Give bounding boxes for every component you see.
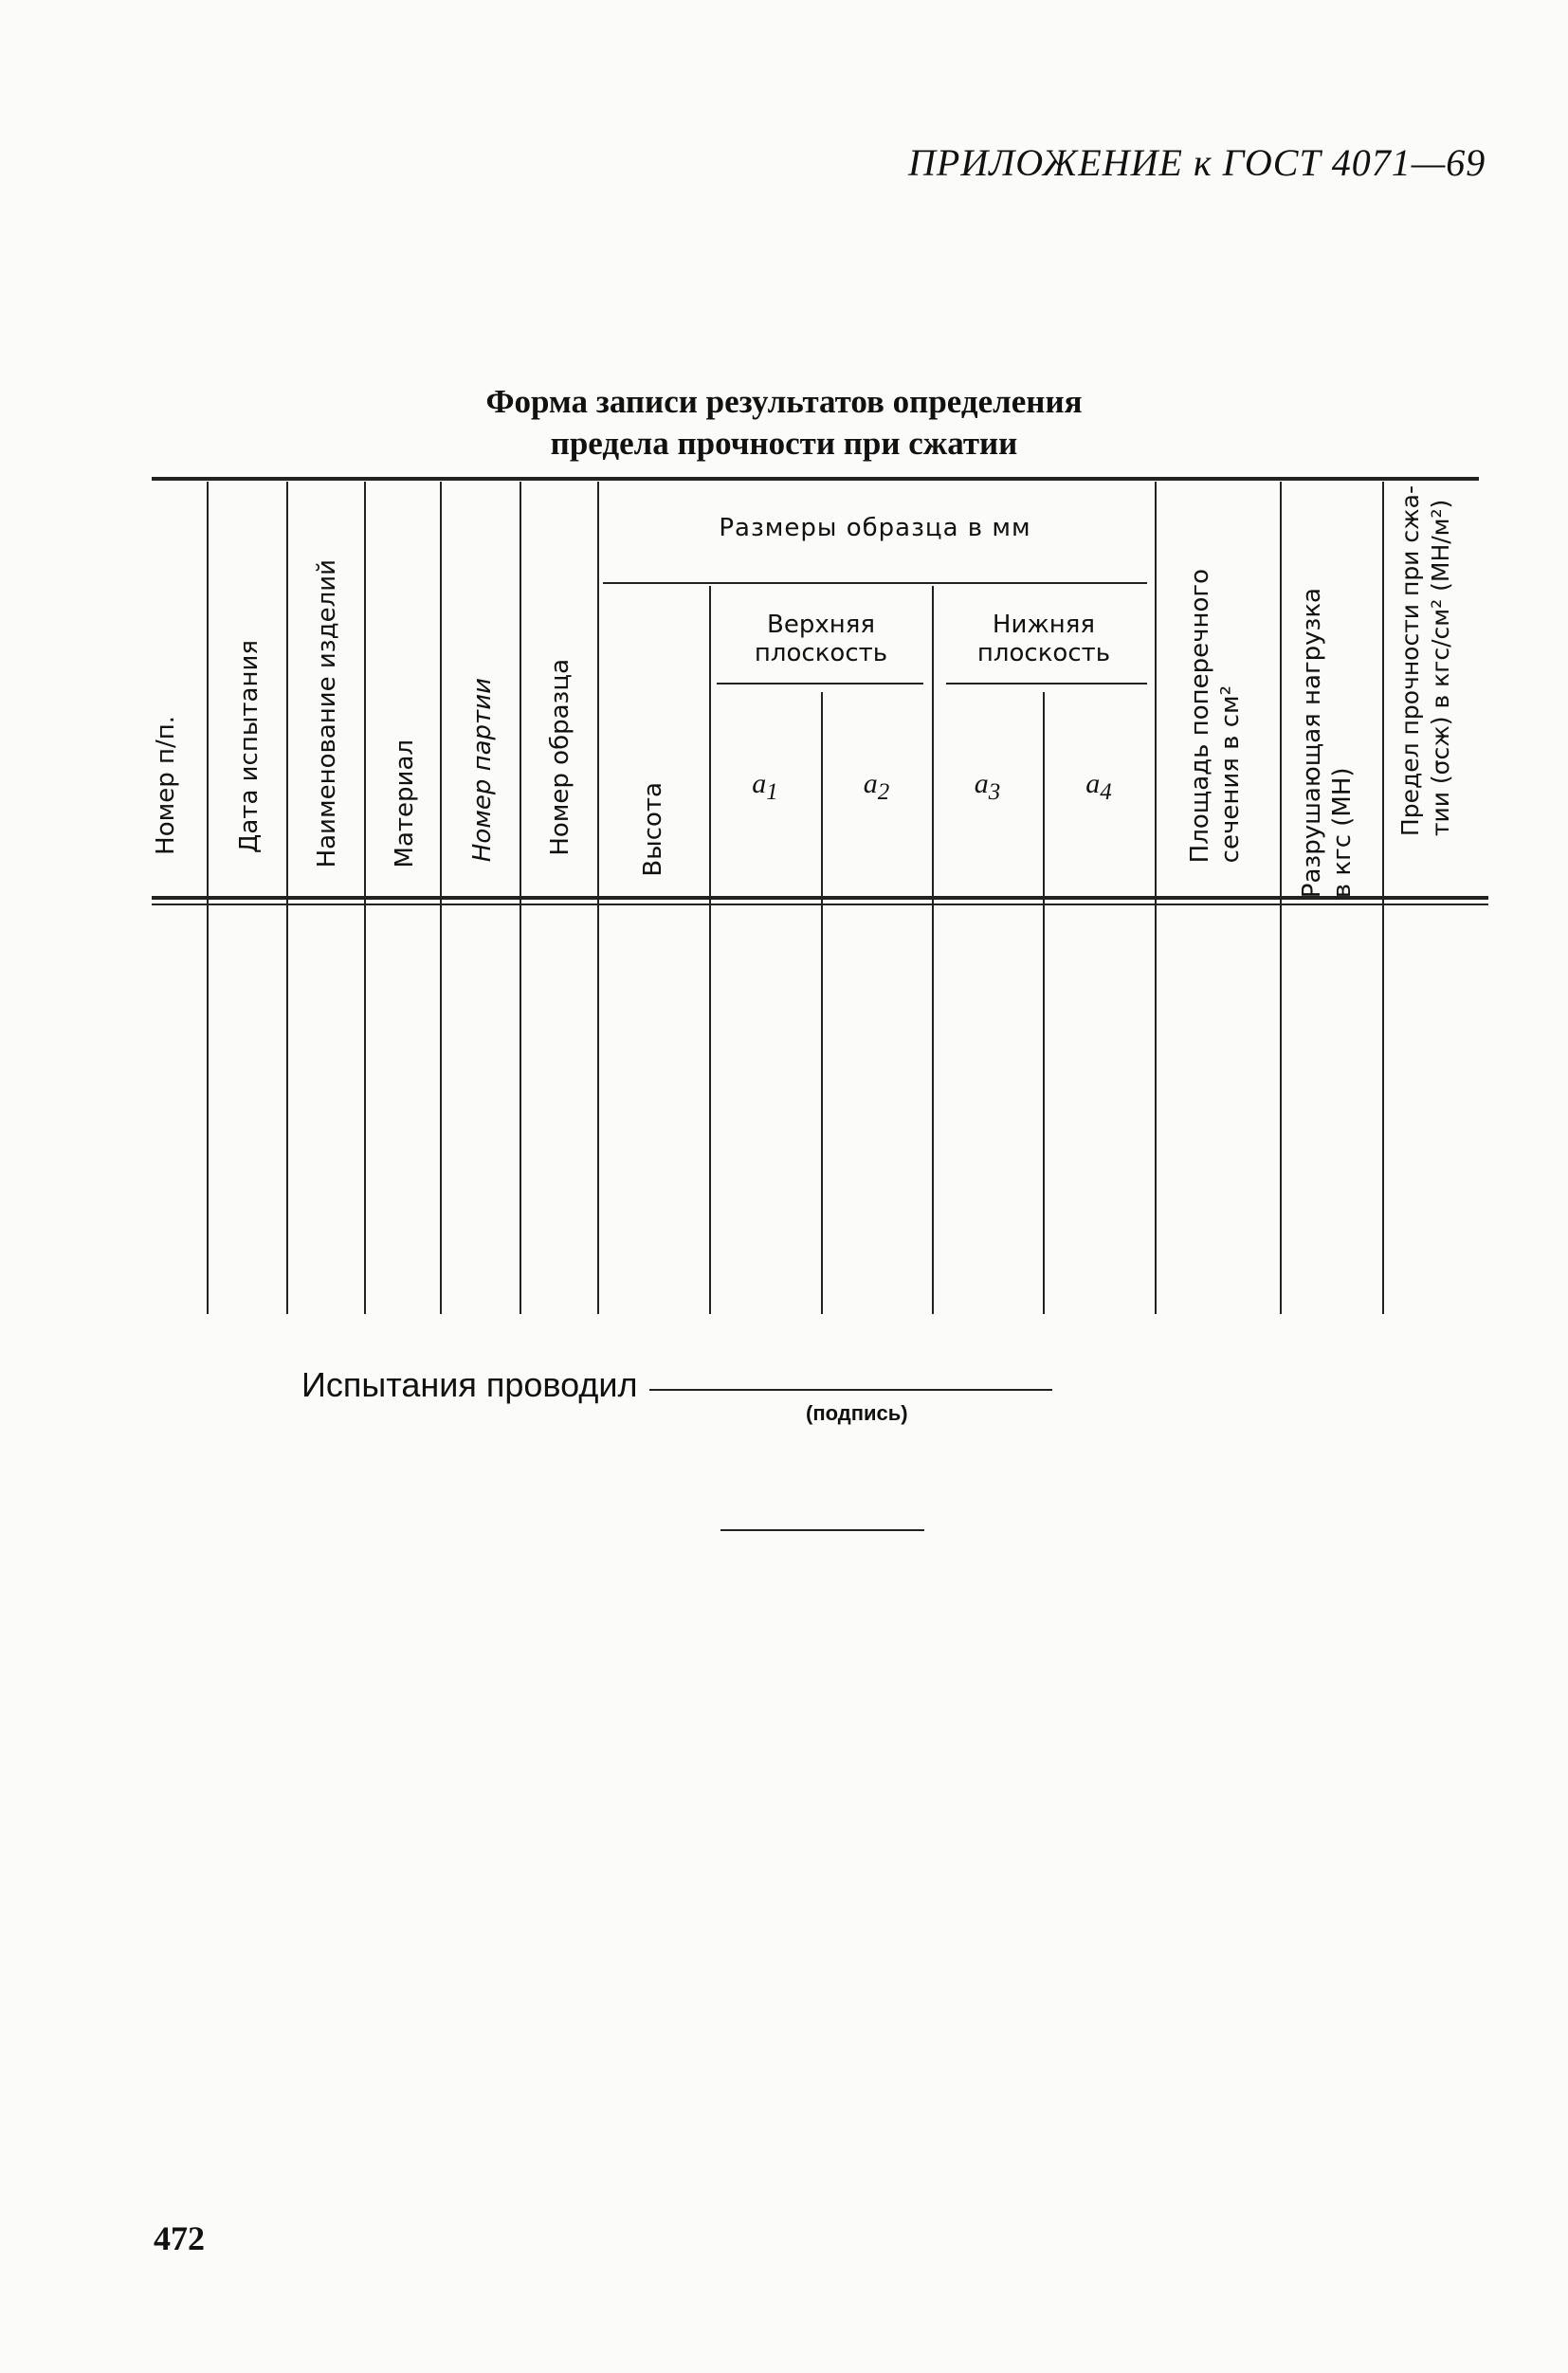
col-header-a4: $a_4$ xyxy=(1085,768,1112,805)
lower-plane-line2: плоскость xyxy=(976,639,1111,667)
page-number: 472 xyxy=(154,2219,205,2257)
col-header-strength xyxy=(1395,485,1456,836)
area-line1: Площадь поперечного xyxy=(1186,569,1214,864)
upper-plane-rule xyxy=(717,683,923,685)
lower-plane-header xyxy=(932,611,1156,667)
table-header-bottom-border-2 xyxy=(152,904,1488,905)
signature-label: Испытания проводил xyxy=(301,1365,638,1404)
col-sep xyxy=(932,586,934,1314)
end-divider xyxy=(720,1529,924,1531)
col-header-height: Высота xyxy=(639,782,667,877)
strength-line2: тии (σсж) в кгс/см² (МН/м²) xyxy=(1427,499,1454,837)
col-header-area xyxy=(1185,569,1246,863)
area-line2: сечения в см² xyxy=(1216,685,1245,864)
col-header-material: Материал xyxy=(391,739,419,868)
col-sep xyxy=(207,482,209,1314)
upper-plane-header xyxy=(709,611,933,667)
col-header-a1: $a_1$ xyxy=(752,768,778,805)
col-header-date: Дата испытания xyxy=(235,640,264,853)
signature-caption: (подпись) xyxy=(806,1401,908,1425)
load-line1: Разрушающая нагрузка xyxy=(1298,588,1326,899)
upper-plane-line2: плоскость xyxy=(754,639,888,667)
col-header-number: Номер п/п. xyxy=(152,716,180,855)
upper-plane-line1: Верхняя xyxy=(766,611,875,639)
col-sep xyxy=(1155,482,1157,1314)
table-top-border xyxy=(152,477,1479,481)
dimensions-header-rule xyxy=(603,582,1147,584)
col-header-product-name: Наименование изделий xyxy=(313,559,341,868)
col-header-a2: $a_2$ xyxy=(863,768,890,805)
dimensions-header: Размеры образца в мм xyxy=(719,514,1031,542)
col-header-load xyxy=(1297,588,1358,898)
appendix-header: ПРИЛОЖЕНИЕ к ГОСТ 4071—69 xyxy=(908,141,1486,184)
form-title-line2: предела прочности при сжатии xyxy=(550,425,1018,462)
col-sep xyxy=(709,586,711,1314)
load-line2: в кгс (МН) xyxy=(1328,767,1357,899)
col-sep xyxy=(1280,482,1282,1314)
col-sep xyxy=(597,482,599,1314)
col-header-batch: Номер партии xyxy=(468,678,497,863)
col-sep xyxy=(1382,482,1384,1314)
signature-line xyxy=(649,1389,1052,1391)
col-header-a3: $a_3$ xyxy=(974,768,1001,805)
table-header-bottom-border-1 xyxy=(152,896,1488,900)
col-sep xyxy=(440,482,442,1314)
strength-line1: Предел прочности при сжа- xyxy=(1396,485,1424,837)
form-title xyxy=(0,381,1568,465)
col-sep xyxy=(286,482,288,1314)
col-header-sample: Номер образца xyxy=(546,659,574,856)
col-sep xyxy=(364,482,366,1314)
lower-plane-line1: Нижняя xyxy=(992,611,1096,639)
form-title-line1: Форма записи результатов определения xyxy=(485,383,1083,420)
lower-plane-rule xyxy=(946,683,1147,685)
col-sep xyxy=(520,482,521,1314)
